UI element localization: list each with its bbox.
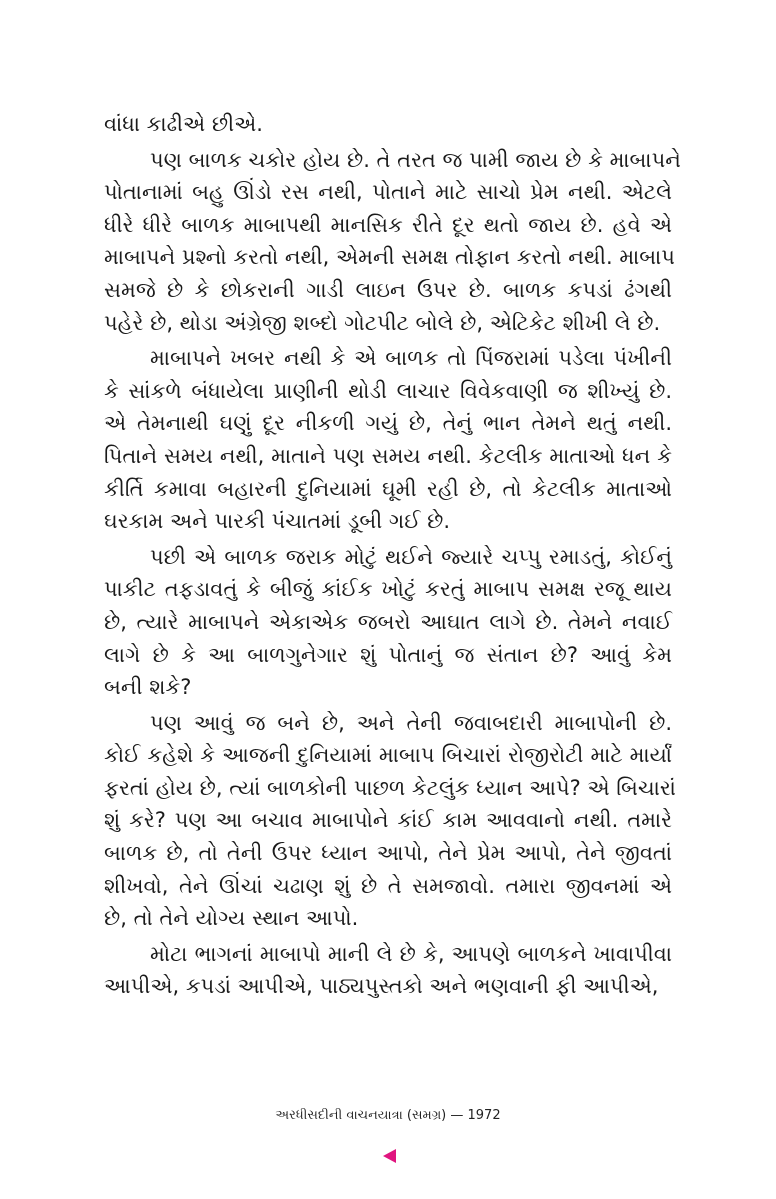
paragraph xyxy=(104,541,672,704)
text-line: માબાપને પ્રશ્નો કરતો નથી, એમની સમક્ષ તોફાન કરતો નથી. માબાપ xyxy=(104,245,675,270)
text-line: પાકીટ તફડાવતું કે બીજું કાંઈક ખોટું કરતું માબાપ સમક્ષ રજૂ થાય xyxy=(104,577,672,602)
paragraph xyxy=(104,342,672,538)
text-line: બાળક છે, તો તેની ઉપર ધ્યાન આપો, તેને પ્રેમ આપો, તેને જીવતાં xyxy=(104,841,672,866)
text-line: બની શકે? xyxy=(104,675,192,700)
text-line: કે સાંકળે બંધાયેલા પ્રાણીની થોડી લાચાર વિવેકવાણી જ શીખ્યું છે. xyxy=(104,378,672,403)
text-line: શીખવો, તેને ઊંચાં ચઢાણ શું છે તે સમજાવો. તમારા જીવનમાં એ xyxy=(104,873,672,898)
text-line: માબાપને ખબર નથી કે એ બાળક તો પિંજરામાં પડેલા પંખીની xyxy=(150,346,672,371)
text-line: લાગે છે કે આ બાળગુનેગાર શું પોતાનું જ સંતાન છે? આવું કેમ xyxy=(104,642,672,667)
text-line: ફરતાં હોય છે, ત્યાં બાળકોની પાછળ કેટલુંક ધ્યાન આપે? એ બિચારાં xyxy=(104,775,676,800)
text-line: કીર્તિ કમાવા બહારની દુનિયામાં ઘૂમી રહી છે, તો કેટલીક માતાઓ xyxy=(104,476,672,501)
text-line: પિતાને સમય નથી, માતાને પણ સમય નથી. કેટલીક માતાઓ ધન કે xyxy=(104,443,672,468)
paragraph xyxy=(104,108,672,141)
paragraph xyxy=(104,707,676,935)
text-line: આપીએ, કપડાં આપીએ, પાઠ્યપુસ્તકો અને ભણવાની ફી આપીએ, xyxy=(104,974,659,999)
text-line: છે, તો તેને યોગ્ય સ્થાન આપો. xyxy=(104,906,359,931)
text-line: ધીરે ધીરે બાળક માબાપથી માનસિક રીતે દૂર થતો જાય છે. હવે એ xyxy=(104,212,672,237)
text-line: મોટા ભાગનાં માબાપો માની લે છે કે, આપણે બાળકને ખાવાપીવા xyxy=(150,941,672,966)
page-body xyxy=(104,108,681,1006)
paragraph xyxy=(104,938,672,1003)
text-line: સમજે છે કે છોકરાની ગાડી લાઇન ઉપર છે. બાળક કપડાં ઢંગથી xyxy=(104,277,672,302)
text-line: વાંધા કાઢીએ છીએ. xyxy=(104,112,263,136)
paragraph xyxy=(104,144,681,340)
text-line: પણ આવું જ બને છે, અને તેની જવાબદારી માબાપોની છે. xyxy=(150,710,672,735)
previous-page-arrow-icon[interactable] xyxy=(383,1149,396,1163)
text-line: પહેરે છે, થોડા અંગ્રેજી શબ્દો ગોટપીટ બોલે છે, એટિકેટ શીખી લે છે. xyxy=(104,310,661,335)
text-line: છે, ત્યારે માબાપને એકાએક જબરો આઘાત લાગે છે. તેમને નવાઈ xyxy=(104,609,672,634)
text-line: એ તેમનાથી ઘણું દૂર નીકળી ગયું છે, તેનું ભાન તેમને થતું નથી. xyxy=(104,411,672,436)
text-line: પછી એ બાળક જરાક મોટું થઈને જ્યારે ચપ્પુ રમાડતું, કોઈનું xyxy=(150,544,672,569)
text-line: પોતાનામાં બહુ ઊંડો રસ નથી, પોતાને માટે સાચો પ્રેમ નથી. એટલે xyxy=(104,180,672,205)
page-footer: અરધીસદીની વાચનયાત્રા (સમગ્ર) — 1972 xyxy=(275,1108,501,1123)
text-line: ઘરકામ અને પારકી પંચાતમાં ડૂબી ગઈ છે. xyxy=(104,509,450,534)
text-line: શું કરે? પણ આ બચાવ માબાપોને કાંઈ કામ આવવાનો નથી. તમારે xyxy=(104,808,672,833)
text-line: પણ બાળક ચકોર હોય છે. તે તરત જ પામી જાય છે કે માબાપને xyxy=(150,147,681,172)
text-line: કોઈ કહેશે કે આજની દુનિયામાં માબાપ બિચારાં રોજીરોટી માટે માર્યાં xyxy=(104,743,672,768)
